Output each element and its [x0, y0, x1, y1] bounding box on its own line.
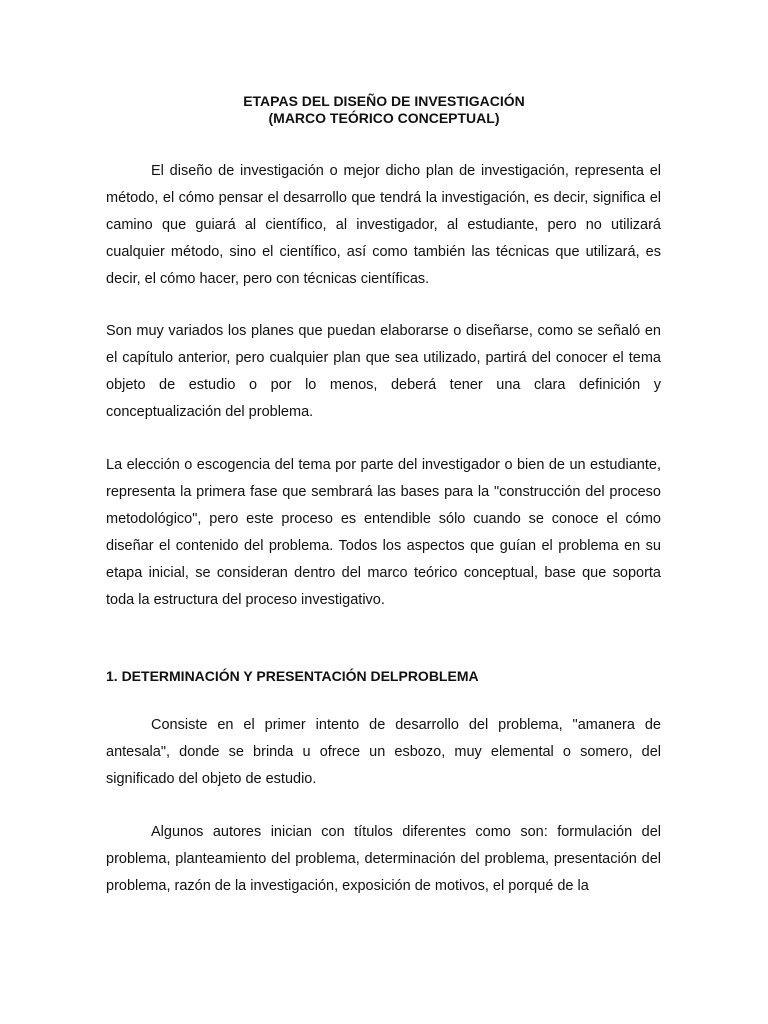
paragraph-consiste: Consiste en el primer intento de desarrollo del problema, "amanera de antesala", donde se brinda u ofrece un esbozo, muy elemental o somero, del significado del objeto de estudio. — [106, 717, 661, 787]
paragraph-intro: El diseño de investigación o mejor dicho plan de investigación, representa el método, el cómo pensar el desarrollo que tendrá la investigación, es decir, significa el camino que guiará al científico, al investigador, al estudiante, pero no utilizará cualquier método, sino el científico, así como también las técnicas que utilizará, es decir, el cómo hacer, pero con técnicas científicas. — [106, 163, 661, 287]
paragraph-planes: Son muy variados los planes que puedan elaborarse o diseñarse, como se señaló en el capítulo anterior, pero cualquier plan que sea utilizado, partirá del conocer el tema objeto de estudio o por lo menos, deberá tener una clara definición y conceptualización del problema. — [106, 323, 661, 420]
document-title: ETAPAS DEL DISEÑO DE INVESTIGACIÓN — [243, 93, 525, 109]
document-subtitle: (MARCO TEÓRICO CONCEPTUAL) — [268, 110, 500, 126]
paragraph-autores: Algunos autores inician con títulos diferentes como son: formulación del problema, planteamiento del problema, determinación del problema, presentación del problema, razón de la investigación, exposición de motivos, el porqué de la — [106, 824, 661, 894]
section-heading: 1. DETERMINACIÓN Y PRESENTACIÓN DELPROBLEMA — [106, 668, 479, 684]
paragraph-eleccion: La elección o escogencia del tema por parte del investigador o bien de un estudiante, representa la primera fase que sembrará las bases para la "construcción del proceso metodológico", pero este proceso es entendible sólo cuando se conoce el cómo diseñar el contenido del problema. Todos los aspectos que guían el problema en su etapa inicial, se consideran dentro del marco teórico conceptual, base que soporta toda la estructura del proceso investigativo. — [106, 457, 661, 608]
